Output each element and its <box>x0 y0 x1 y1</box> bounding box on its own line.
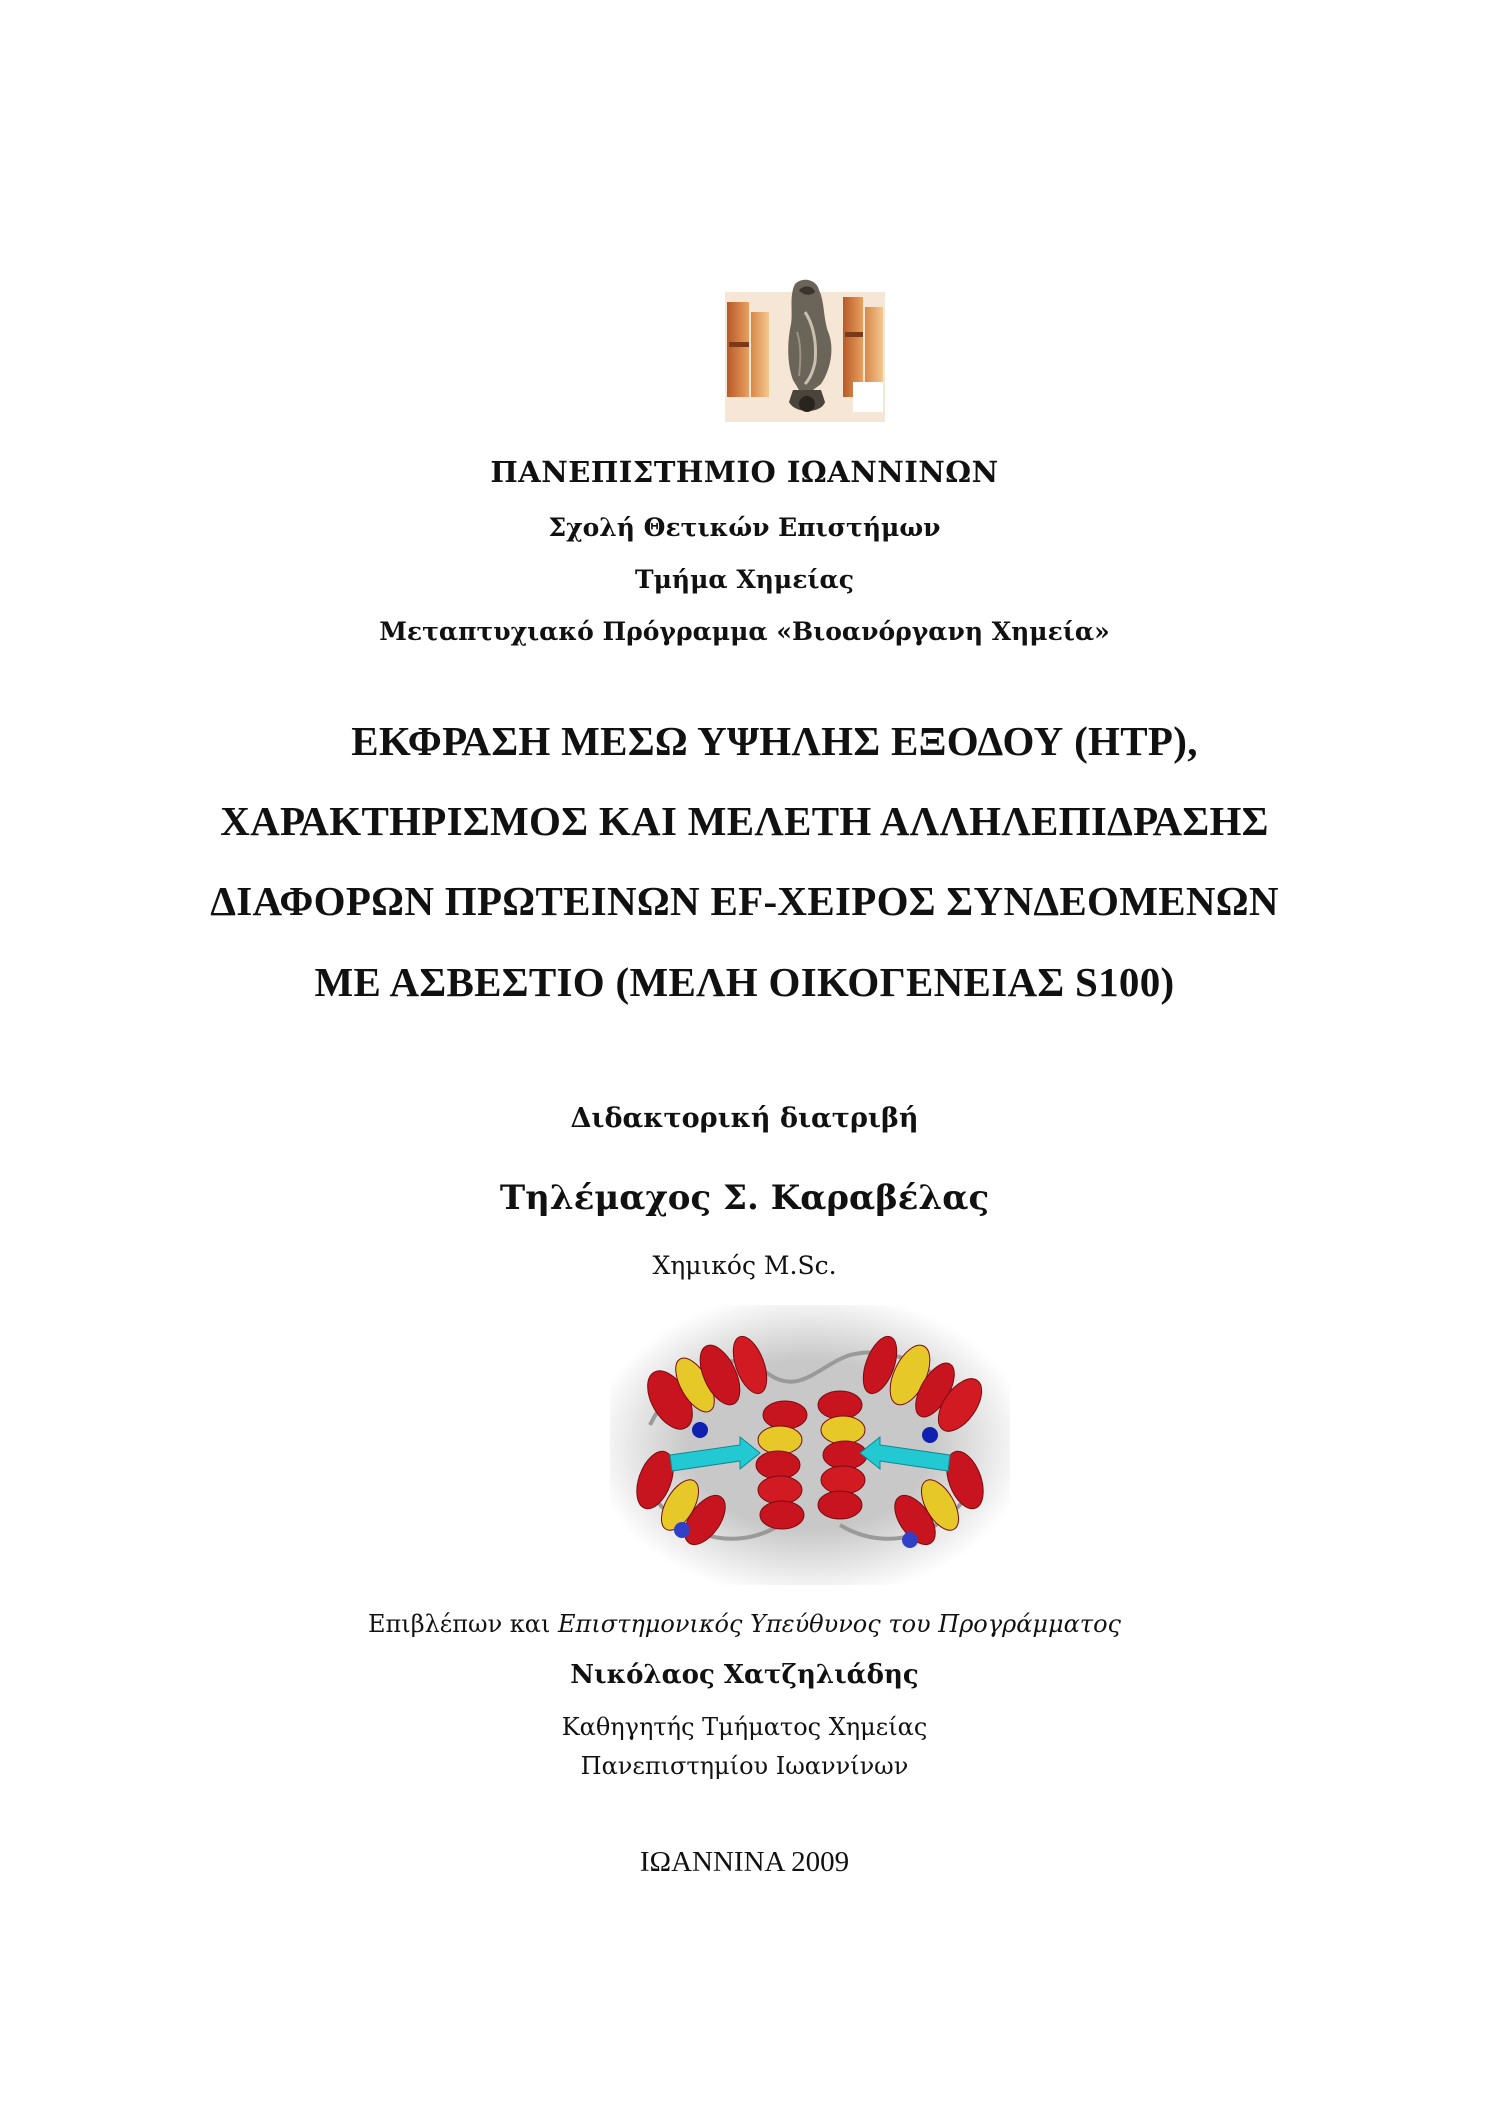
supervisor-name: Νικόλαος Χατζηλιάδης <box>570 1660 919 1690</box>
university-name: ΠΑΝΕΠΙΣΤΗΜΙΟ ΙΩΑΝΝΙΝΩΝ <box>490 455 999 489</box>
supervisor-position-line-2: Πανεπιστημίου Ιωαννίνων <box>580 1752 909 1780</box>
author-title: Χημικός M.Sc. <box>652 1251 837 1280</box>
supervisor-role-regular: Επιβλέπων και <box>368 1610 559 1638</box>
thesis-title-line-1: ΕΚΦΡΑΣΗ ΜΕΣΩ ΥΨΗΛΗΣ ΕΞΟΔΟΥ (HTP), <box>351 718 1198 764</box>
document-type: Διδακτορική διατριβή <box>570 1103 919 1134</box>
thesis-title-line-4: ΜΕ ΑΣΒΕΣΤΙΟ (ΜΕΛΗ ΟΙΚΟΓΕΝΕΙΑΣ S100) <box>314 959 1175 1005</box>
program-name: Μεταπτυχιακό Πρόγραμμα «Βιοανόργανη Χημεία» <box>379 617 1110 646</box>
thesis-title-line-3: ΔΙΑΦΟΡΩΝ ΠΡΩΤΕΙΝΩΝ EF-ΧΕΙΡΟΣ ΣΥΝΔΕΟΜΕΝΩΝ <box>210 878 1279 924</box>
supervisor-position-line-1: Καθηγητής Τμήματος Χημείας <box>561 1713 928 1741</box>
school-name: Σχολή Θετικών Επιστήμων <box>548 513 941 542</box>
thesis-title-line-2: ΧΑΡΑΚΤΗΡΙΣΜΟΣ ΚΑΙ ΜΕΛΕΤΗ ΑΛΛΗΛΕΠΙΔΡΑΣΗΣ <box>220 798 1269 844</box>
university-logo-icon <box>725 272 885 422</box>
place-and-year: ΙΩΑΝΝΙΝΑ 2009 <box>639 1846 850 1878</box>
protein-structure-icon <box>610 1305 1010 1585</box>
supervisor-role <box>0 1610 1489 1638</box>
supervisor-role-italic: Επιστημονικός Υπεύθυνος του Προγράμματος <box>558 1610 1121 1638</box>
department-name: Τμήμα Χημείας <box>635 565 854 594</box>
author-name: Τηλέμαχος Σ. Καραβέλας <box>499 1178 990 1218</box>
